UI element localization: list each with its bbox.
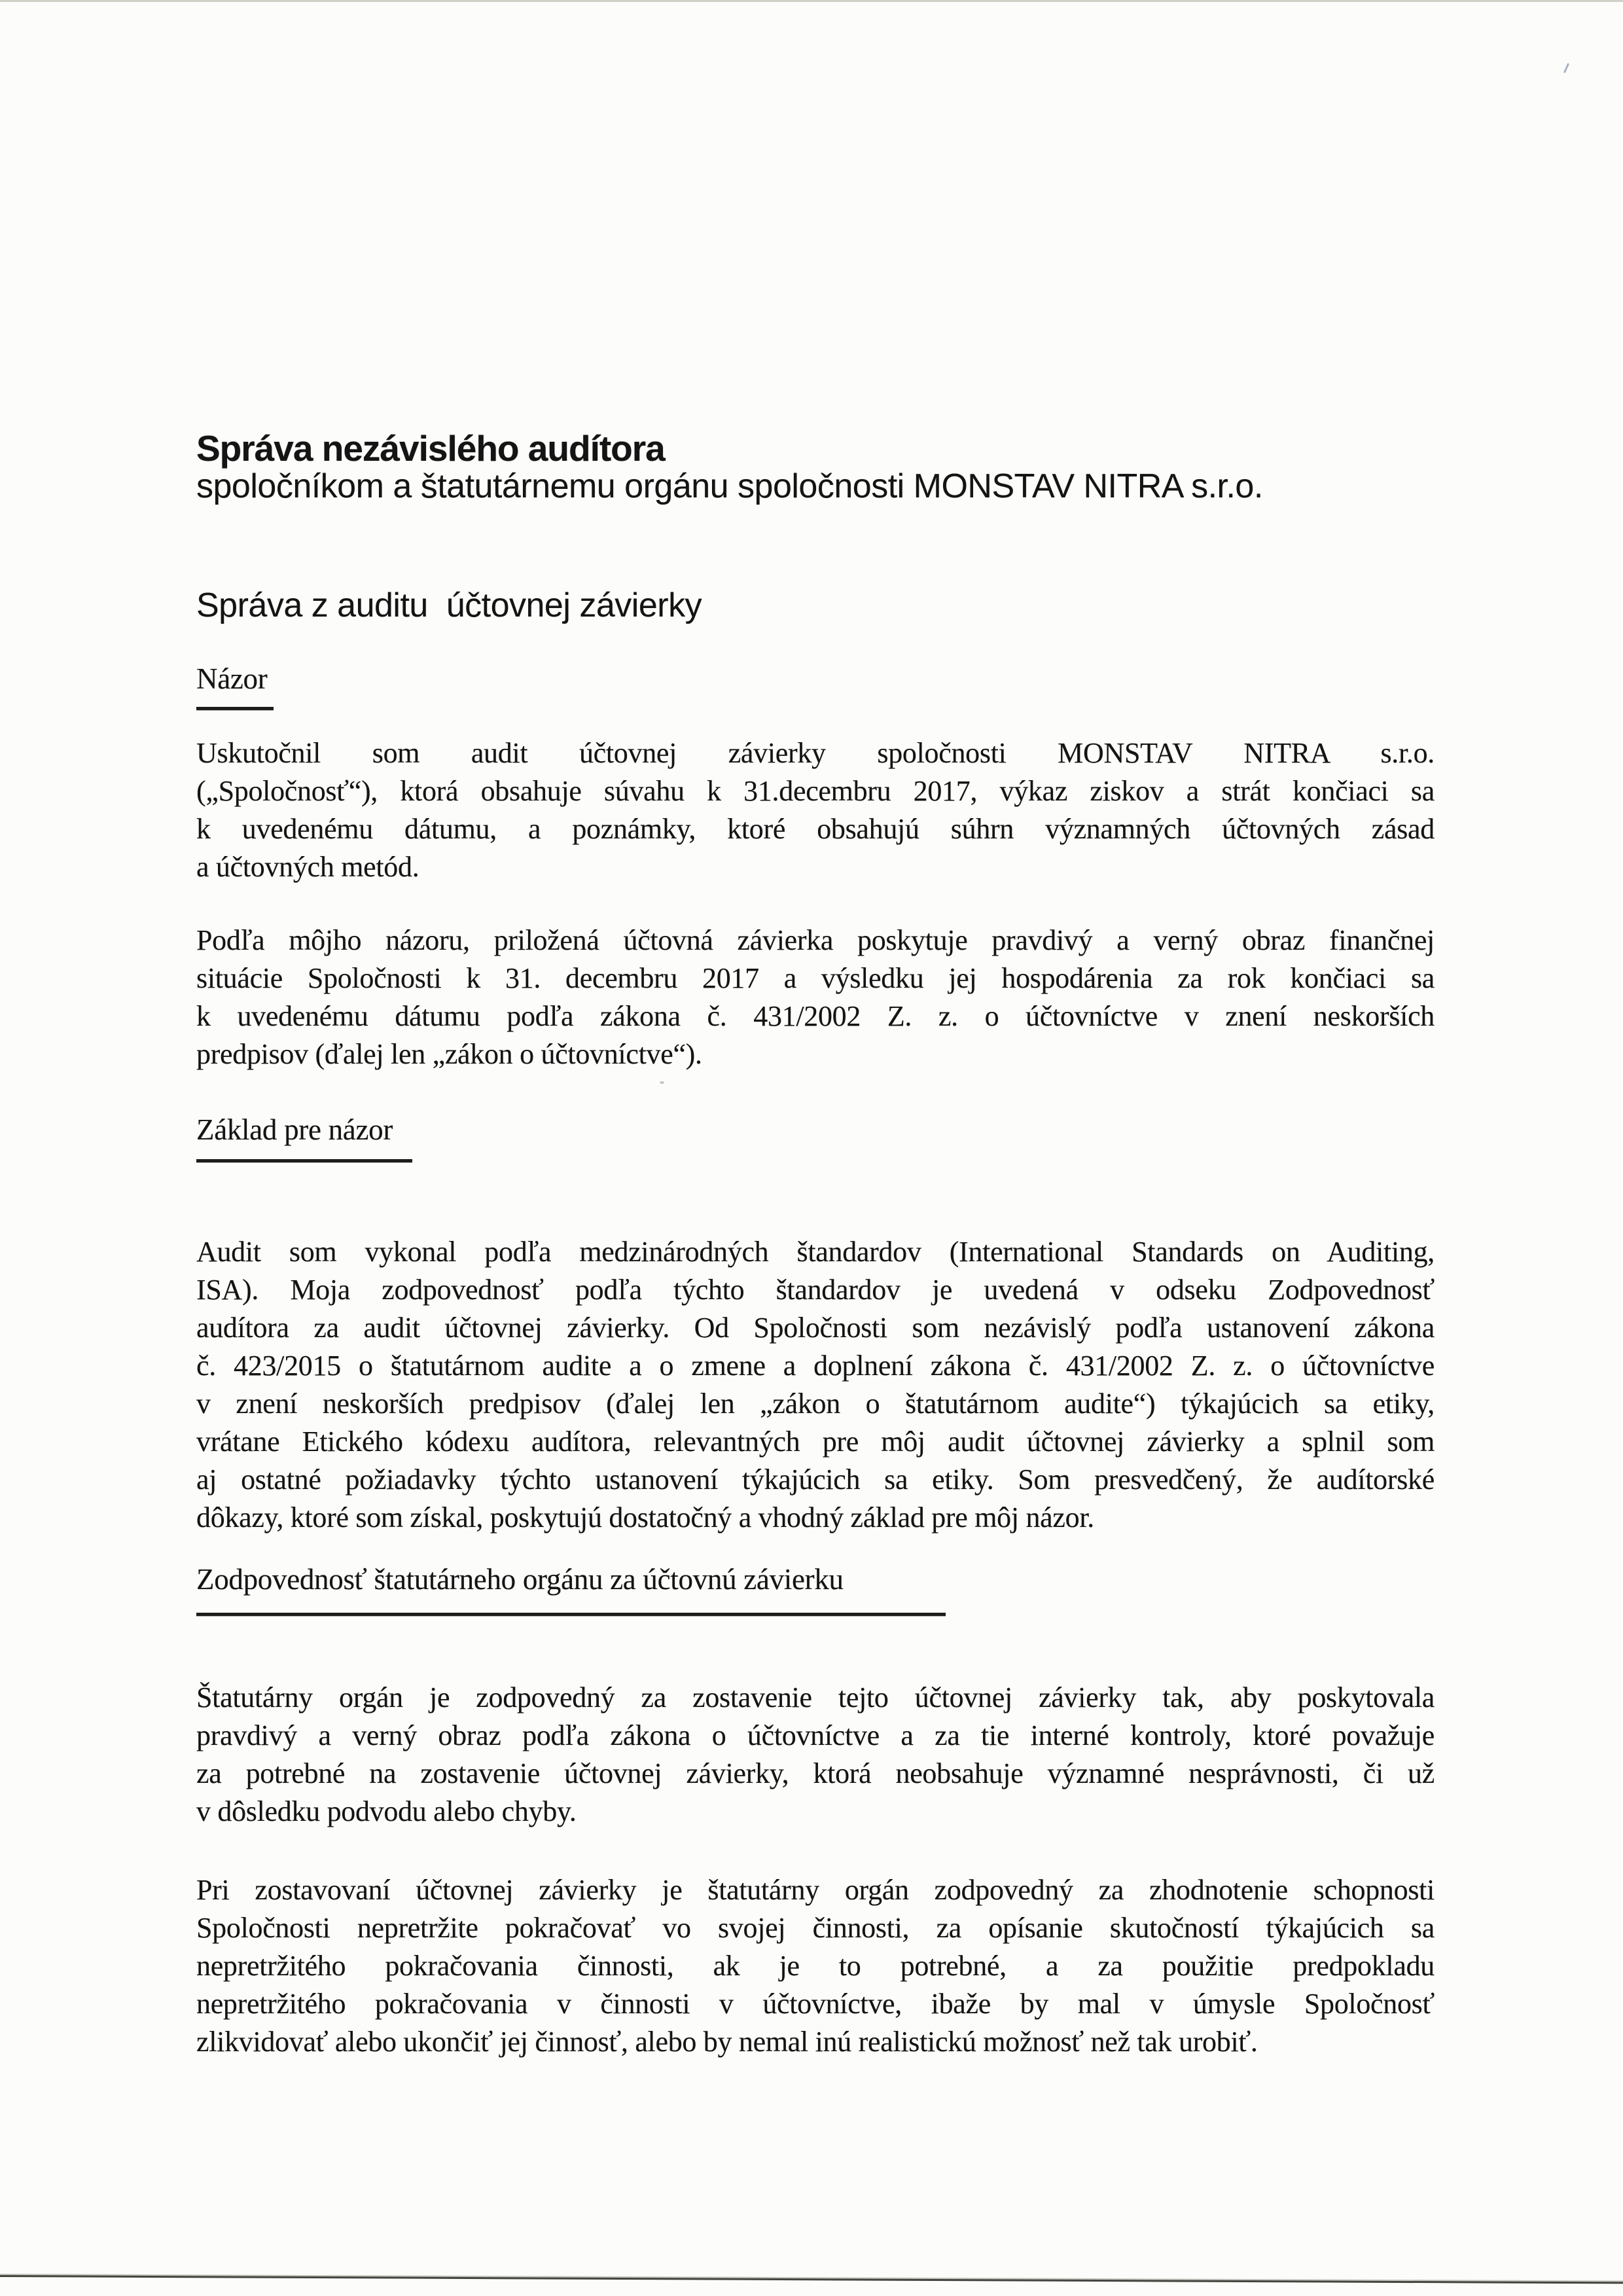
document-section bbox=[196, 1563, 1435, 2061]
section-heading: Základ pre názor bbox=[196, 1113, 393, 1146]
heading-underline bbox=[196, 707, 274, 710]
document-section bbox=[196, 662, 1435, 1073]
paragraph bbox=[196, 1679, 1435, 1831]
section-heading: Názor bbox=[196, 662, 268, 695]
text-line: Podľa môjho názoru, priložená účtovná závierka poskytuje pravdivý a verný obraz finančnej bbox=[196, 924, 1435, 956]
text-line: a účtovných metód. bbox=[196, 851, 419, 883]
text-line: nepretržitého pokračovania v činnosti v účtovníctve, ibaže by mal v úmysle Spoločnosť bbox=[196, 1988, 1435, 2020]
document-section bbox=[196, 1113, 1435, 1537]
scan-artifact-top-edge bbox=[0, 0, 1623, 2]
text-line: v znení neskorších predpisov (ďalej len „zákon o štatutárnom audite“) týkajúcich sa etiky, bbox=[196, 1388, 1435, 1420]
text-line: nepretržitého pokračovania činnosti, ak je to potrebné, a za použitie predpokladu bbox=[196, 1950, 1435, 1982]
text-line: k uvedenému dátumu podľa zákona č. 431/2002 Z. z. o účtovníctve v znení neskorších bbox=[196, 1000, 1435, 1032]
text-line: ISA). Moja zodpovednosť podľa týchto štandardov je uvedená v odseku Zodpovednosť bbox=[196, 1274, 1435, 1306]
scan-artifact-bottom-edge bbox=[0, 2275, 1623, 2284]
text-line: Štatutárny orgán je zodpovedný za zostavenie tejto účtovnej závierky tak, aby poskytovala bbox=[196, 1681, 1435, 1713]
heading-underline bbox=[196, 1613, 946, 1616]
text-line: predpisov (ďalej len „zákon o účtovníctve“). bbox=[196, 1038, 702, 1070]
text-line: k uvedenému dátumu, a poznámky, ktoré obsahujú súhrn významných účtovných zásad bbox=[196, 813, 1435, 845]
document-content bbox=[196, 412, 1435, 2061]
text-line: za potrebné na zostavenie účtovnej závierky, ktorá neobsahuje významné nesprávnosti, či už bbox=[196, 1757, 1435, 1789]
text-line: Audit som vykonal podľa medzinárodných štandardov (International Standards on Auditing, bbox=[196, 1236, 1435, 1268]
section-heading: Zodpovednosť štatutárneho orgánu za účtovnú závierku bbox=[196, 1563, 844, 1596]
text-line: zlikvidovať alebo ukončiť jej činnosť, alebo by nemal inú realistickú možnosť než tak urobiť. bbox=[196, 2026, 1258, 2058]
scan-speck-mark bbox=[1563, 63, 1569, 73]
text-line: Spoločnosti nepretržite pokračovať vo svojej činnosti, za opísanie skutočností týkajúcich sa bbox=[196, 1912, 1435, 1944]
document-addressee: spoločníkom a štatutárnemu orgánu spoločnosti MONSTAV NITRA s.r.o. bbox=[196, 467, 1263, 505]
document-header bbox=[196, 429, 1435, 624]
report-section-title: Správa z auditu účtovnej závierky bbox=[196, 586, 702, 624]
text-line: v dôsledku podvodu alebo chyby. bbox=[196, 1795, 577, 1827]
text-line: situácie Spoločnosti k 31. decembru 2017 a výsledku jej hospodárenia za rok končiaci sa bbox=[196, 962, 1435, 994]
heading-underline bbox=[196, 1159, 412, 1162]
text-line: Pri zostavovaní účtovnej závierky je štatutárny orgán zodpovedný za zhodnotenie schopnosti bbox=[196, 1874, 1435, 1906]
paragraph bbox=[196, 1871, 1435, 2061]
text-line: vrátane Etického kódexu audítora, relevantných pre môj audit účtovnej závierky a splnil som bbox=[196, 1426, 1435, 1458]
document-title: Správa nezávislého audítora bbox=[196, 428, 665, 469]
text-line: č. 423/2015 o štatutárnom audite a o zmene a doplnení zákona č. 431/2002 Z. z. o účtovníctve bbox=[196, 1350, 1435, 1382]
paragraph bbox=[196, 1233, 1435, 1537]
text-line: pravdivý a verný obraz podľa zákona o účtovníctve a za tie interné kontroly, ktoré považuje bbox=[196, 1719, 1435, 1751]
paragraph bbox=[196, 922, 1435, 1073]
text-line: („Spoločnosť“), ktorá obsahuje súvahu k 31.decembru 2017, výkaz ziskov a strát končiaci sa bbox=[196, 775, 1435, 807]
paragraph bbox=[196, 734, 1435, 886]
text-line: audítora za audit účtovnej závierky. Od Spoločnosti som nezávislý podľa ustanovení zákona bbox=[196, 1312, 1435, 1344]
text-line: aj ostatné požiadavky týchto ustanovení týkajúcich sa etiky. Som presvedčený, že audítorské bbox=[196, 1463, 1435, 1496]
text-line: Uskutočnil som audit účtovnej závierky spoločnosti MONSTAV NITRA s.r.o. bbox=[196, 737, 1435, 769]
scan-speck-dot bbox=[660, 1081, 664, 1084]
document-sections bbox=[196, 662, 1435, 2061]
text-line: dôkazy, ktoré som získal, poskytujú dostatočný a vhodný základ pre môj názor. bbox=[196, 1501, 1094, 1534]
